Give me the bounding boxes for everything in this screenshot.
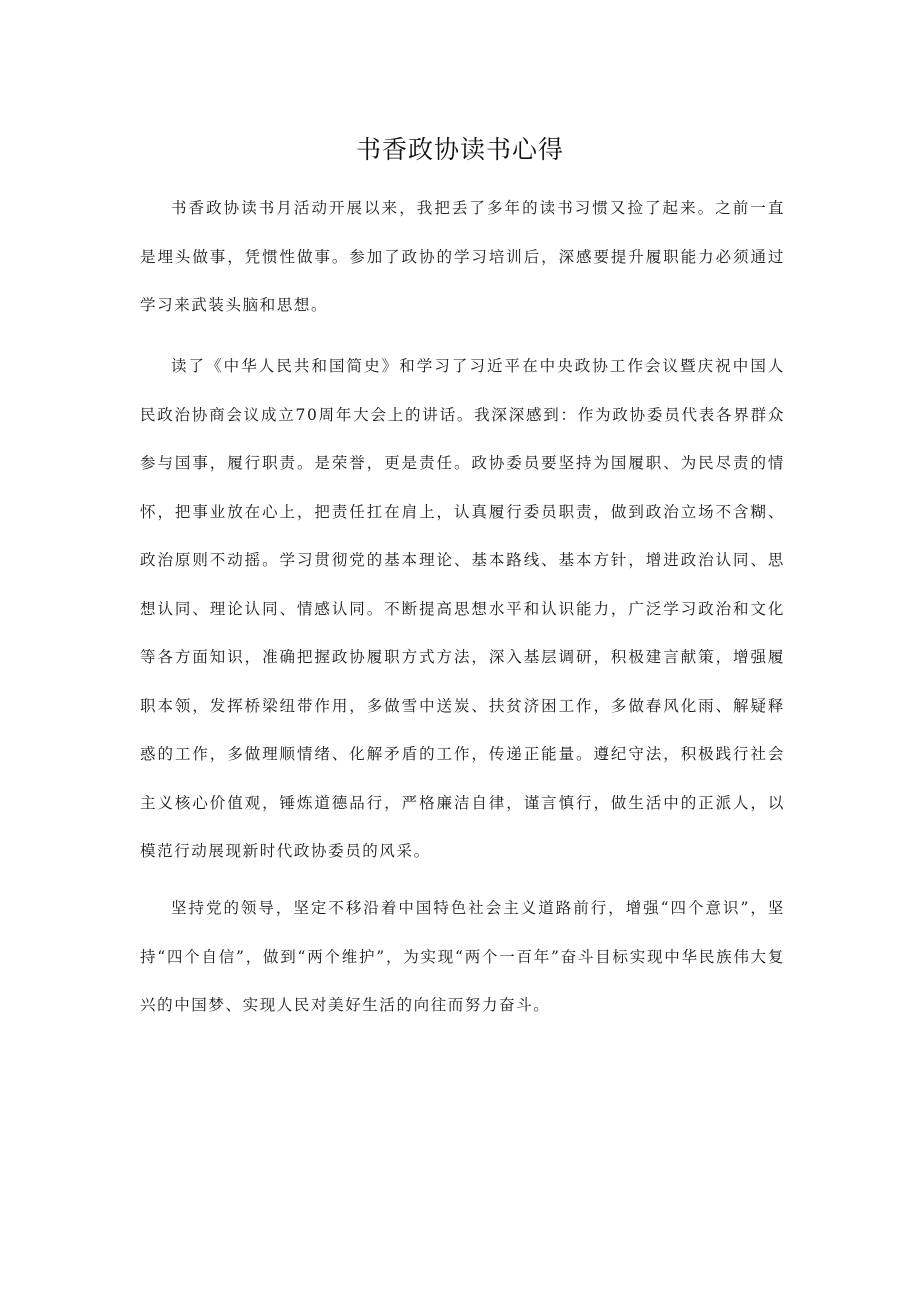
paragraph-2: 读了《中华人民共和国简史》和学习了习近平在中央政协工作会议暨庆祝中国人民政治协商会议成立70周年大会上的讲话。我深深感到：作为政协委员代表各界群众参与国事，履行职责。是荣誉，更是责任。政协委员要坚持为国履职、为民尽责的情怀，把事业放在心上，把责任扛在肩上，认真履行委员职责，做到政治立场不含糊、政治原则不动摇。学习贯彻党的基本理论、基本路线、基本方针，增进政治认同、思想认同、理论认同、情感认同。不断提高思想水平和认识能力，广泛学习政治和文化等各方面知识，准确把握政协履职方式方法，深入基层调研，积极建言献策，增强履职本领，发挥桥梁纽带作用，多做雪中送炭、扶贫济困工作，多做春风化雨、解疑释惑的工作，多做理顺情绪、化解矛盾的工作，传递正能量。遵纪守法，积极践行社会主义核心价值观，锤炼道德品行，严格廉洁自律，谨言慎行，做生活中的正派人，以模范行动展现新时代政协委员的风采。 bbox=[140, 357, 785, 860]
paragraph-1: 书香政协读书月活动开展以来，我把丢了多年的读书习惯又捡了起来。之前一直是埋头做事，凭惯性做事。参加了政协的学习培训后，深感要提升履职能力必须通过学习来武装头脑和思想。 bbox=[140, 199, 785, 314]
paragraph-3: 坚持党的领导，坚定不移沿着中国特色社会主义道路前行，增强“四个意识”，坚持“四个自信”，做到“两个维护”，为实现“两个一百年”奋斗目标实现中华民族伟大复兴的中国梦、实现人民对美好生活的向往而努力奋斗。 bbox=[140, 899, 785, 1014]
document-title: 书香政协读书心得 bbox=[355, 135, 564, 164]
